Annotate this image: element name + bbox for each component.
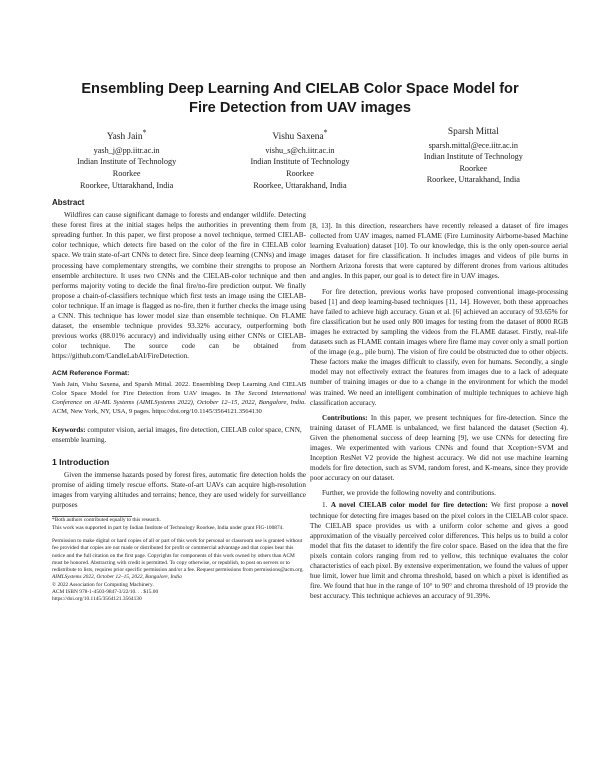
copyright-line: © 2022 Association for Computing Machinery. (52, 581, 154, 588)
contribution-item-1 (310, 500, 568, 601)
paragraph-dataset: [8, 13]. In this direction, researchers have recently released a dataset of fire images collected from UAV images, named FLAME (Fire Luminosity Airborne-based Machine learning Evaluation) dataset [10]. To our knowledge, this is the only open-source aerial images dataset for fire classification. It includes images and videos of pile burns in Northern Arizona forests that were captured by different drones from various altitudes and angles. In this paper, our goal is to detect fire in UAV images. (310, 222, 568, 281)
item-number: 1. (322, 501, 331, 510)
left-column (52, 198, 306, 604)
paper-title (40, 80, 560, 118)
author-institution: Indian Institute of Technology (423, 152, 523, 162)
author-city: Roorkee (459, 163, 488, 173)
author-name: Yash Jain (106, 132, 143, 143)
acm-text-b: ACM, New York, NY, USA, 9 pages. https://doi.org/10.1145/3564121.3564130 (52, 408, 262, 416)
author-region: Roorkee, Uttarakhand, India (253, 180, 347, 190)
author-2: Vishu Saxena* vishu_s@ch.iitr.ac.in Indian Institute of Technology Roorkee Roorkee, Uttarakhand, India (213, 127, 386, 191)
title-line-1: Ensembling Deep Learning And CIELAB Color Space Model for (81, 81, 519, 97)
intro-heading: 1 Introduction (52, 456, 110, 467)
paragraph-novelty: Further, we provide the following novelty and contributions. (322, 489, 496, 498)
abstract-heading: Abstract (52, 198, 85, 207)
intro-text: Given the immense hazards posed by forest fires, automatic fire detection holds the promise of aiding timely rescue efforts. State-of-art UAVs can acquire high-resolution images from varying altitudes and terrains; hence, they are used widely for surveillance purposes (52, 470, 306, 510)
abstract-text: Wildfires can cause significant damage to forests and endanger wildlife. Detecting these forest fires at the initial stages helps the authorities in preventing them from spreading further. In this paper, we first propose a novel technique, termed CIELAB-color technique, which detects fire based on the color of the fire in CIELAB color space. We train state-of-art CNNs to detect fire. Since deep learning (CNNs) and image processing have complementary strengths, we combine their strengths to propose an ensemble architecture. It uses two CNNs and the CIELAB-color technique and then performs majority voting to decide the final fire/no-fire prediction output. We finally propose a chain-of-classifiers technique which first tests an image using the CIELAB-color technique. If an image is flagged as no-fire, then it further checks the image using a CNN. This technique has lower model size than ensemble technique. On FLAME dataset, the ensemble technique provides 93.32% accuracy, outperforming both previous works (88.01% accuracy) and individually using either CNNs or CIELAB-color technique. The source code can be obtained from https://github.com/CandleLabAI/FireDetection. (52, 211, 306, 361)
author-region: Roorkee, Uttarakhand, India (426, 175, 520, 185)
author-institution: Indian Institute of Technology (250, 157, 350, 167)
paragraph-prior-work: For fire detection, previous works have proposed conventional image-processing based [1] and deep learning-based techniques [11, 14]. However, both these approaches have failed to achieve high accuracy. Guan et al. [6] achieved an accuracy of 93.65% for fire classification but he used only 800 images for testing from the dataset of 8000 RGB images he extracted by sampling the videos from the FLAME dataset. Firstly, real-life datasets such as FLAME contain images where fire flame may cover only a small portion of the image (e.g., pile burn). The vision of fire could be obstructed due to other objects. These factors make the images difficult to classify, even for humans. Secondly, a single model may not effectively extract the features from images due to a lack of adequate number of training images or due to a change in the environment for which the model was trained. We need an intelligent combination of multiple techniques to achieve high classification accuracy. (310, 287, 568, 407)
acm-venue: The Second International Conference on AI-ML Systems (AIMLSystems 2022), October 12–15, 2022, Bangalore, India. (52, 389, 306, 407)
author-block (40, 127, 560, 191)
author-email[interactable]: vishu_s@ch.iitr.ac.in (265, 145, 335, 155)
keywords-label: Keywords: (52, 425, 86, 434)
author-3 (387, 127, 560, 191)
acm-reference (52, 369, 306, 417)
permission-text: Permission to make digital or hard copies of all or part of this work for personal or classroom use is granted without fee provided that copies are not made or distributed for profit or commercial advantage and that copies bear this notice and the full citation on the first page. Copyrights for components of this work owned by others than ACM must be honored. Abstracting with credit is permitted. To copy otherwise, or republish, to post on servers or to redistribute to lists, requires prior specific permission and/or a fee. Request permissions from permissions@acm.org. (52, 537, 304, 574)
footnote-2: This work was supported in part by Indian Institute of Technology Roorkee, India under grant FIG-100874. (52, 524, 284, 531)
contributions-label: Contributions: (322, 413, 368, 422)
conference-line: AIMLSystems 2022, October 12–15, 2022, Bangalore, India (52, 574, 182, 581)
author-1: Yash Jain* yash_j@pp.iitr.ac.in Indian Institute of Technology Roorkee Roorkee, Uttarakhand, India (40, 127, 213, 191)
item-text-a: We first propose a (487, 501, 552, 510)
right-column (310, 221, 568, 601)
doi-link[interactable]: https://doi.org/10.1145/3564121.3564130 (52, 596, 142, 603)
item-label: A novel CIELAB color model for fire detection: (330, 501, 488, 510)
author-city: Roorkee (112, 168, 141, 178)
author-region: Roorkee, Uttarakhand, India (80, 180, 174, 190)
item-novel: novel (551, 501, 568, 510)
keywords (52, 425, 306, 445)
author-email[interactable]: sparsh.mittal@ece.iitr.ac.in (428, 140, 519, 150)
author-email[interactable]: yash_j@pp.iitr.ac.in (93, 145, 160, 155)
author-name: Vishu Saxena (272, 132, 324, 143)
item-text-b: technique for detecting fire images based on the pixel colors in the CIELAB color space. The CIELAB space provides us with a uniform color scheme and gives a good approximation of the visually perceived color differences. This helps us to build a color model that fits the dataset to identify the fire color space. Based on the idea that the fire pixels contain colors ranging from red to yellow, this technique evaluates the color characteristics of each pixel. By extensive experimentation, we found the values of upper hue limit, lower hue limit and chroma threshold, based on which a pixel is identified as fire. We found that hue in the range of 10° to 90° and chroma threshold of 19 provide the best accuracy. This technique achieves an accuracy of 91.39%. (310, 511, 568, 601)
contributions-text: In this paper, we present techniques for fire-detection. Since the training dataset of FLAME is unbalanced, we first balanced the dataset (Section 4). Given the phenomenal success of deep learning [9], we use CNNs for detecting fire images. We experimented with various CNNs and found that Xception+SVM and Inception ResNet V2 provide the highest accuracy. We did not use machine learning models for fire detection, such as SVM, random forest, and K-means, since they provide poor accuracy on our dataset. (310, 413, 568, 483)
permission-block (52, 538, 306, 604)
paragraph-contributions (310, 413, 568, 484)
keywords-text: computer vision, aerial images, fire detection, CIELAB color space, CNN, ensemble learning. (52, 425, 302, 444)
isbn-line: ACM ISBN 978-1-4503-9847-3/22/10. . . $15.00 (52, 589, 159, 596)
acm-text-a: Yash Jain, Vishu Saxena, and Sparsh Mittal. 2022. Ensembling Deep Learning And CIELAB Color Space Model for Fire Detection from UAV images. In (52, 380, 306, 397)
author-institution: Indian Institute of Technology (77, 157, 177, 167)
author-name: Sparsh Mittal (447, 127, 499, 137)
author-city: Roorkee (286, 168, 314, 178)
acm-heading: ACM Reference Format: (52, 369, 130, 377)
title-line-2: Fire Detection from UAV images (189, 100, 411, 116)
footnote-1: *Both authors contributed equally to this research. (52, 517, 161, 524)
